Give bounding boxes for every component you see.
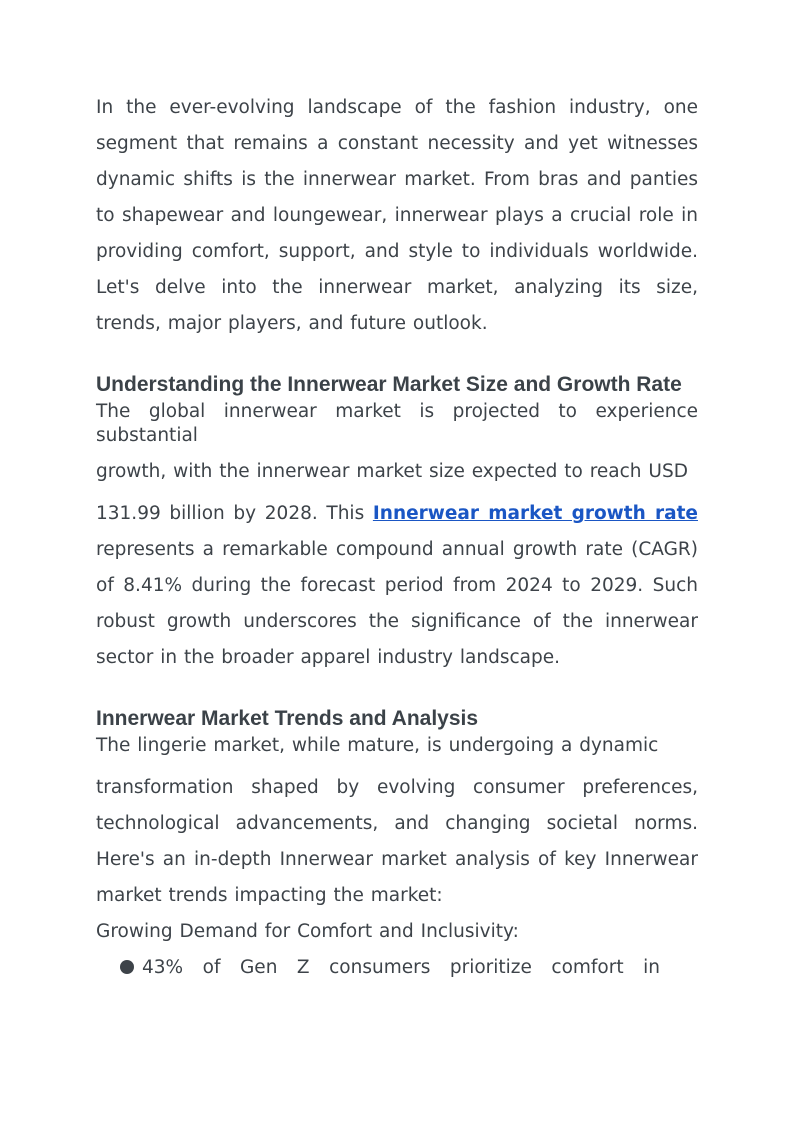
trends-paragraph: transformation shaped by evolving consumer preferences, technological advancements, and changing societal norms. Here's an in-depth Innerwear market analysis of key Innerwear market trends impacting the market: (96, 777, 698, 906)
market-size-text-after-link: represents a remarkable compound annual growth rate (CAGR) of 8.41% during the forecast period from 2024 to 2029. Such robust growth underscores the significance of the innerwear sector in the broader apparel industry landscape. (96, 539, 698, 668)
bullet-text: 43% of Gen Z consumers prioritize comfort in (142, 957, 660, 978)
list-item (120, 950, 698, 986)
market-size-line-1: The global innerwear market is projected to experience substantial (96, 401, 698, 446)
document-page (96, 90, 698, 986)
growth-rate-link[interactable]: Innerwear market growth rate (372, 503, 698, 524)
intro-paragraph: In the ever-evolving landscape of the fashion industry, one segment that remains a constant necessity and yet witnesses dynamic shifts is the innerwear market. From bras and panties to shapewear and loungewear, innerwear plays a crucial role in providing comfort, support, and style to individuals worldwide. Let's delve into the innerwear market, analyzing its size, trends, major players, and future outlook. (96, 97, 698, 334)
market-size-text-before-link: 131.99 billion by 2028. This (96, 503, 373, 524)
section-heading-trends: Innerwear Market Trends and Analysis (96, 707, 479, 730)
bullet-dot-icon (120, 960, 134, 974)
trends-line-1: The lingerie market, while mature, is undergoing a dynamic (96, 735, 659, 756)
comfort-subheading: Growing Demand for Comfort and Inclusivity: (96, 921, 519, 942)
section-heading-market-size: Understanding the Innerwear Market Size and Growth Rate (96, 373, 682, 396)
market-size-line-2: growth, with the innerwear market size expected to reach USD (96, 461, 688, 482)
market-size-paragraph (96, 496, 698, 676)
